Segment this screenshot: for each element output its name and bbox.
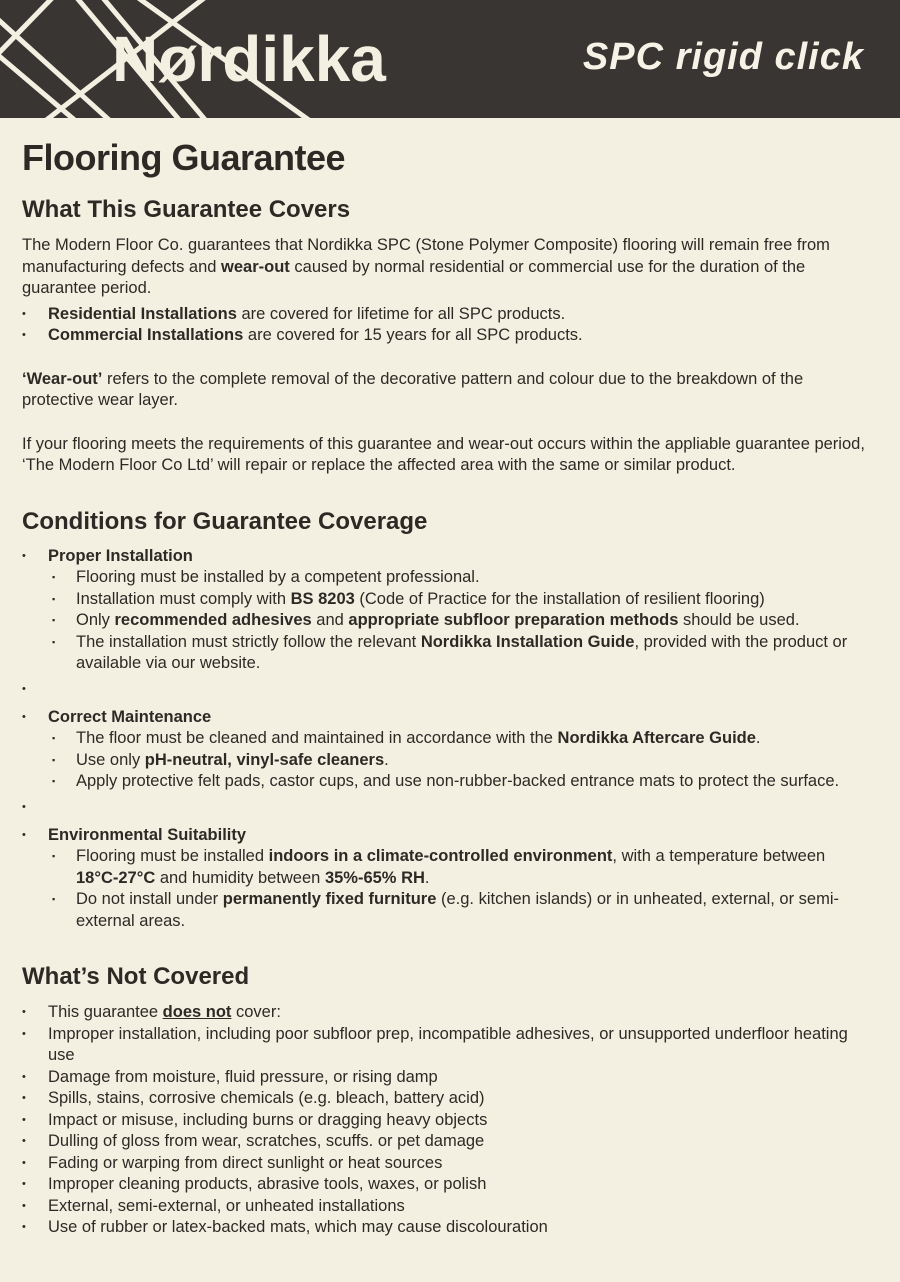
list-item xyxy=(22,1088,866,1110)
list-item-text: Improper installation, including poor subfloor prep, incompatible adhesives, or unsupported underfloor heating use xyxy=(48,1024,848,1064)
bullet-dot-icon: • xyxy=(22,549,26,562)
list-item-text: Residential Installations are covered for lifetime for all SPC products. xyxy=(48,304,566,323)
list-item xyxy=(22,1067,866,1089)
bullet-square-icon: ▪ xyxy=(52,851,56,861)
list-item xyxy=(22,1153,866,1175)
list-item-text: Flooring must be installed indoors in a climate-controlled environment, with a temperature between 18°C-27°C and humidity between 35%-65% RH. xyxy=(76,847,826,887)
bullet-square-icon: ▪ xyxy=(52,733,56,743)
list-item-text: Do not install under permanently fixed furniture (e.g. kitchen islands) or in unheated, external, or semi-external areas. xyxy=(76,890,840,930)
list-item-text: Use of rubber or latex-backed mats, which may cause discolouration xyxy=(48,1218,548,1236)
list-item-text: Flooring must be installed by a competent professional. xyxy=(76,568,480,586)
bullet-dot-icon: • xyxy=(22,800,26,813)
repair-policy-paragraph: If your flooring meets the requirements of this guarantee and wear-out occurs within the appliable guarantee period, ‘The Modern Floor Co Ltd’ will repair or replace the affected area with the same or similar product. xyxy=(22,434,865,474)
list-item xyxy=(22,1024,866,1067)
list-item-text: Apply protective felt pads, castor cups, and use non-rubber-backed entrance mats to protect the surface. xyxy=(76,772,840,790)
condition-group-title-row xyxy=(22,707,866,729)
list-item-text: Installation must comply with BS 8203 (Code of Practice for the installation of resilient flooring) xyxy=(76,589,765,608)
list-item-text: The installation must strictly follow the relevant Nordikka Installation Guide, provided with the product or available via our website. xyxy=(76,632,848,672)
list-item xyxy=(22,771,866,793)
page-title: Flooring Guarantee xyxy=(22,137,346,178)
list-item-text: Improper cleaning products, abrasive tools, waxes, or polish xyxy=(48,1175,487,1193)
brand-logo-text: Nørdikka xyxy=(112,23,386,95)
bullet-square-icon: ▪ xyxy=(52,894,56,904)
list-item xyxy=(22,567,866,589)
condition-group-title: Proper Installation xyxy=(48,546,193,565)
bullet-square-icon: ▪ xyxy=(52,636,56,647)
list-item xyxy=(22,1196,866,1218)
list-item xyxy=(22,889,866,932)
list-item-text: Use only pH-neutral, vinyl-safe cleaners. xyxy=(76,750,389,769)
bullet-dot-icon: • xyxy=(22,1221,26,1233)
bullet-square-icon: ▪ xyxy=(52,572,56,582)
bullet-dot-icon: • xyxy=(22,1156,26,1169)
list-item-text: Damage from moisture, fluid pressure, or rising damp xyxy=(48,1067,438,1086)
list-item xyxy=(22,589,866,611)
list-item xyxy=(22,325,866,347)
covers-intro-paragraph: The Modern Floor Co. guarantees that Nordikka SPC (Stone Polymer Composite) flooring will remain free from manufacturing defects and wear-out caused by normal residential or commercial use for the duration of the guarantee period. xyxy=(22,236,830,297)
bullet-square-icon: ▪ xyxy=(52,776,56,786)
bullet-dot-icon: • xyxy=(22,1092,26,1104)
bullet-dot-icon: • xyxy=(22,828,26,841)
list-item-text: Commercial Installations are covered for 15 years for all SPC products. xyxy=(48,326,583,344)
bullet-dot-icon: • xyxy=(22,1006,26,1018)
bullet-dot-icon: • xyxy=(22,710,26,723)
header-banner xyxy=(0,0,900,118)
bullet-square-icon: ▪ xyxy=(52,754,56,765)
list-item-text: Dulling of gloss from wear, scratches, scuffs. or pet damage xyxy=(48,1132,485,1150)
list-item xyxy=(22,632,866,675)
document-body xyxy=(0,137,900,1239)
list-item-text: This guarantee does not cover: xyxy=(48,1003,281,1021)
list-item xyxy=(22,610,866,632)
bullet-dot-icon: • xyxy=(22,329,26,341)
list-item-text: Spills, stains, corrosive chemicals (e.g. bleach, battery acid) xyxy=(48,1089,485,1107)
condition-group-title: Correct Maintenance xyxy=(48,707,212,726)
list-item xyxy=(22,750,866,772)
conditions-list xyxy=(22,546,866,933)
conditions-heading: Conditions for Guarantee Coverage xyxy=(22,507,428,535)
list-item xyxy=(22,1131,866,1153)
bullet-dot-icon: • xyxy=(22,1135,26,1147)
list-item xyxy=(22,1002,866,1024)
not-covered-heading: What’s Not Covered xyxy=(22,963,250,990)
list-item xyxy=(22,1110,866,1132)
list-item xyxy=(22,304,866,326)
bullet-dot-icon: • xyxy=(22,1199,26,1212)
condition-group-title-row xyxy=(22,825,866,847)
condition-group-title-row xyxy=(22,546,866,568)
list-item xyxy=(22,846,866,889)
covers-bullet-list xyxy=(22,304,866,347)
bullet-dot-icon: • xyxy=(22,1070,26,1083)
wearout-definition-paragraph: ‘Wear-out’ refers to the complete removal of the decorative pattern and colour due to the breakdown of the protective wear layer. xyxy=(22,369,804,409)
bullet-dot-icon: • xyxy=(22,682,26,695)
list-item xyxy=(22,728,866,750)
covers-heading: What This Guarantee Covers xyxy=(22,196,351,223)
list-item-text: Only recommended adhesives and appropriate subfloor preparation methods should be used. xyxy=(76,611,800,629)
bullet-dot-icon: • xyxy=(22,307,26,320)
list-item-text: Fading or warping from direct sunlight or heat sources xyxy=(48,1153,443,1172)
product-line-tagline: SPC rigid click xyxy=(582,36,864,78)
bullet-dot-icon: • xyxy=(22,1113,26,1126)
bullet-square-icon: ▪ xyxy=(52,615,56,625)
condition-group-title: Environmental Suitability xyxy=(48,825,247,844)
list-item xyxy=(22,1217,866,1239)
bullet-dot-icon: • xyxy=(22,1178,26,1190)
not-covered-list xyxy=(22,1002,866,1239)
list-item-text: The floor must be cleaned and maintained in accordance with the Nordikka Aftercare Guide. xyxy=(76,729,761,747)
list-item xyxy=(22,1174,866,1196)
list-item-text: External, semi-external, or unheated installations xyxy=(48,1196,405,1215)
empty-list-item xyxy=(22,797,866,818)
bullet-square-icon: ▪ xyxy=(52,593,56,604)
list-item-text: Impact or misuse, including burns or dragging heavy objects xyxy=(48,1110,488,1129)
bullet-dot-icon: • xyxy=(22,1027,26,1040)
empty-list-item xyxy=(22,679,866,700)
